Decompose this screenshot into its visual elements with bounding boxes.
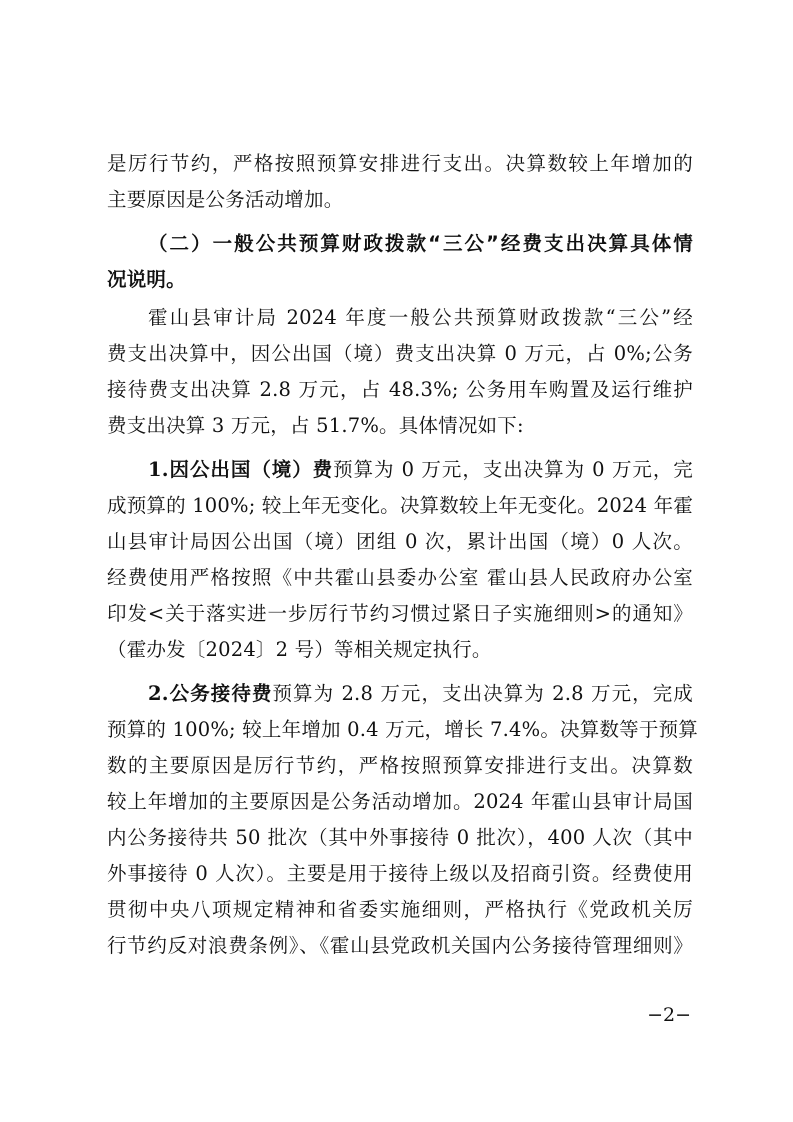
body-text-line: 内公务接待共 50 批次（其中外事接待 0 批次），400 人次（其中 [107, 826, 693, 849]
body-text-line: 费支出决算 3 万元，占 51.7%。具体情况如下: [107, 414, 524, 437]
body-text-line: 成预算的 100%; 较上年无变化。决算数较上年无变化。2024 年霍 [107, 494, 694, 517]
body-text-line: 霍山县审计局 2024 年度一般公共预算财政拨款“三公”经 [148, 306, 693, 329]
body-text-line: 经费使用严格按照《中共霍山县委办公室 霍山县人民政府办公室 [107, 566, 693, 589]
page-number: −2− [647, 1004, 691, 1026]
item-title: 2.公务接待费 [148, 682, 273, 705]
section-heading-line: 况说明。 [107, 268, 186, 291]
item-text: 预算为 0 万元，支出决算为 0 万元，完 [333, 458, 693, 481]
body-text-line: 印发<关于落实进一步厉行节约习惯过紧日子实施细则>的通知》 [107, 602, 693, 625]
section-heading: （二）一般公共预算财政拨款“三公”经费支出决算具体情 [148, 232, 693, 255]
body-text-line: 山县审计局因公出国（境）团组 0 次，累计出国（境）0 人次。 [107, 530, 693, 553]
item-line [148, 676, 693, 712]
body-text-line: 费支出决算中，因公出国（境）费支出决算 0 万元，占 0%;公务 [107, 342, 693, 365]
body-text-line: 较上年增加的主要原因是公务活动增加。2024 年霍山县审计局国 [107, 790, 693, 813]
body-text-line: 贯彻中央八项规定精神和省委实施细则，严格执行《党政机关厉 [107, 898, 693, 921]
body-text-line: 是厉行节约，严格按照预算安排进行支出。决算数较上年增加的 [107, 152, 693, 175]
item-line [148, 452, 693, 488]
body-text-line: 外事接待 0 人次）。主要是用于接待上级以及招商引资。经费使用 [107, 862, 693, 885]
body-text-line: 接待费支出决算 2.8 万元，占 48.3%; 公务用车购置及运行维护 [107, 378, 693, 401]
body-text-line: （霍办发〔2024〕2 号）等相关规定执行。 [107, 638, 492, 661]
body-text-line: 数的主要原因是厉行节约，严格按照预算安排进行支出。决算数 [107, 754, 693, 777]
item-title: 1.因公出国（境）费 [148, 458, 334, 481]
item-text: 预算为 2.8 万元，支出决算为 2.8 万元，完成 [272, 682, 693, 705]
body-text-line: 预算的 100%; 较上年增加 0.4 万元，增长 7.4%。决算数等于预算 [107, 718, 698, 741]
body-text-line: 主要原因是公务活动增加。 [107, 188, 344, 211]
body-text-line: 行节约反对浪费条例》、《霍山县党政机关国内公务接待管理细则》 [107, 934, 693, 957]
